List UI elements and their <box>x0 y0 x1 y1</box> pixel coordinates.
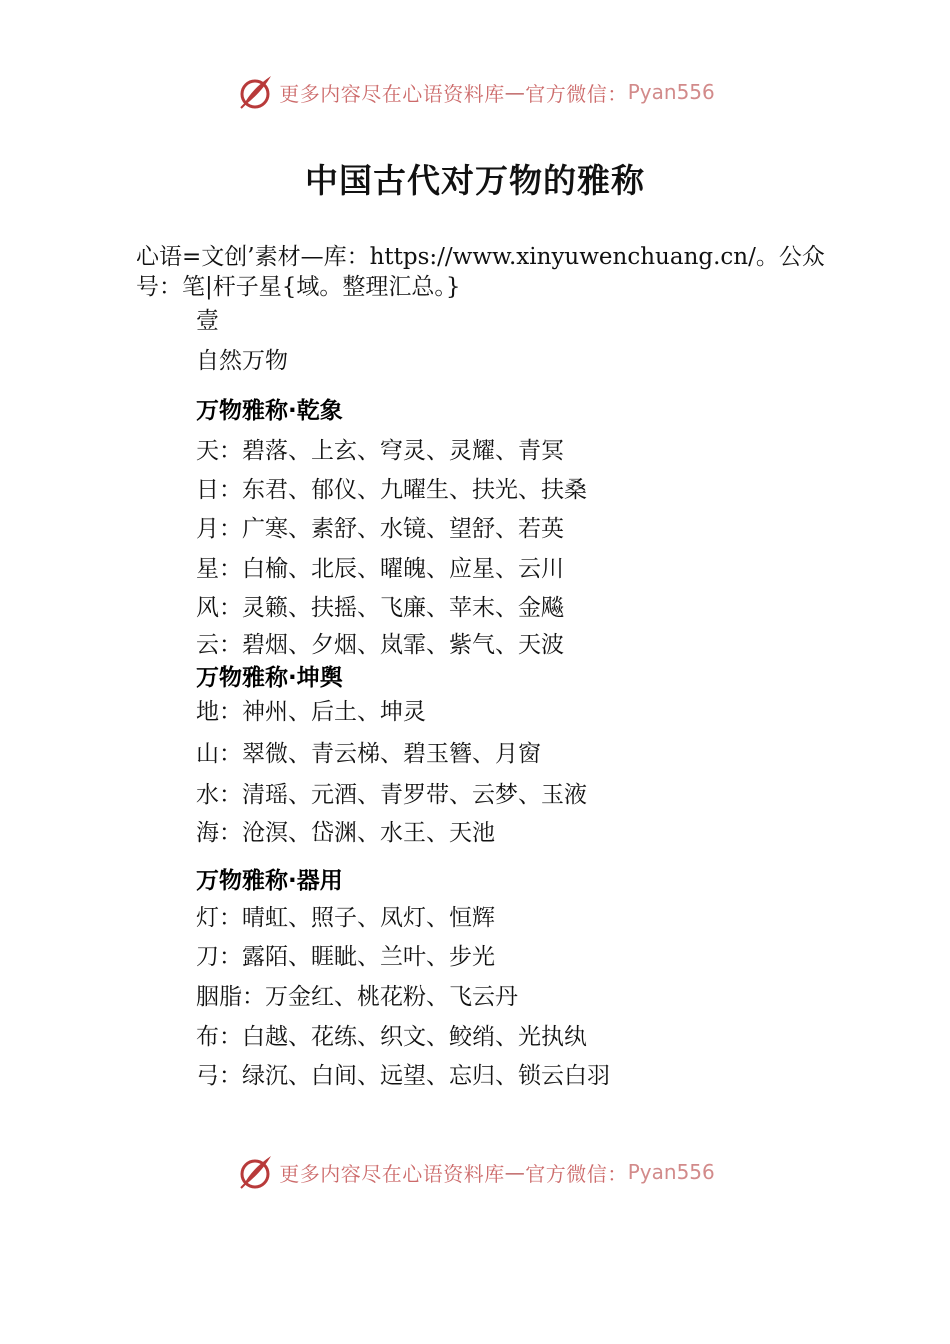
list-item: 地：神州、后土、坤灵 <box>196 699 426 725</box>
list-item: 刀：露陌、睚眦、兰叶、步光 <box>196 944 495 970</box>
list-item: 水：清瑶、元酒、青罗带、云梦、玉液 <box>196 782 587 808</box>
list-item: 风：灵籁、扶摇、飞廉、苹末、金飚 <box>196 595 564 621</box>
list-item: 月：广寒、素舒、水镜、望舒、若英 <box>196 516 564 542</box>
page-title: 中国古代对万物的雅称 <box>305 161 645 200</box>
list-item: 山：翠微、青云梯、碧玉簪、月窗 <box>196 741 541 767</box>
banner-slogan: 更多内容尽在心语资料库 <box>279 1161 505 1186</box>
list-item: 胭脂：万金红、桃花粉、飞云丹 <box>196 984 518 1010</box>
banner-dash: — <box>504 80 526 104</box>
banner-wechat-id: Pyan556 <box>627 1160 715 1184</box>
banner-wechat-label: 官方微信： <box>525 81 628 106</box>
banner-slogan: 更多内容尽在心语资料库 <box>279 81 505 106</box>
list-item: 布：白越、花练、织文、鲛绡、光执纨 <box>196 1024 587 1050</box>
header-banner <box>0 70 950 114</box>
list-item: 星：白榆、北辰、曜魄、应星、云川 <box>196 556 564 582</box>
list-item: 灯：晴虹、照子、凤灯、恒辉 <box>196 905 495 931</box>
banner-content <box>235 1152 715 1192</box>
banner-dash: — <box>504 1160 526 1184</box>
footer-banner <box>0 1150 950 1194</box>
list-item: 海：沧溟、岱渊、水王、天池 <box>196 820 495 846</box>
group-heading-qianxiang: 万物雅称·乾象 <box>196 398 343 424</box>
group-heading-qiyong: 万物雅称·器用 <box>196 868 343 894</box>
banner-wechat-id: Pyan556 <box>627 80 715 104</box>
list-item: 天：碧落、上玄、穹灵、灵耀、青冥 <box>196 438 564 464</box>
quill-logo-icon <box>235 1152 275 1192</box>
list-item: 云：碧烟、夕烟、岚霏、紫气、天波 <box>196 632 564 658</box>
intro-paragraph: 心语=文创’素材—库：https://www.xinyuwenchuang.cn/。公众号：笔|杆子星{域。整理汇总。} <box>136 244 825 300</box>
section-number: 壹 <box>196 308 219 334</box>
list-item: 日：东君、郁仪、九曜生、扶光、扶桑 <box>196 477 587 503</box>
quill-logo-icon <box>235 72 275 112</box>
group-heading-kunyu: 万物雅称·坤舆 <box>196 665 343 691</box>
banner-wechat-label: 官方微信： <box>525 1161 628 1186</box>
banner-content <box>235 72 715 112</box>
list-item: 弓：绿沉、白间、远望、忘归、锁云白羽 <box>196 1063 610 1089</box>
section-title: 自然万物 <box>196 348 288 374</box>
